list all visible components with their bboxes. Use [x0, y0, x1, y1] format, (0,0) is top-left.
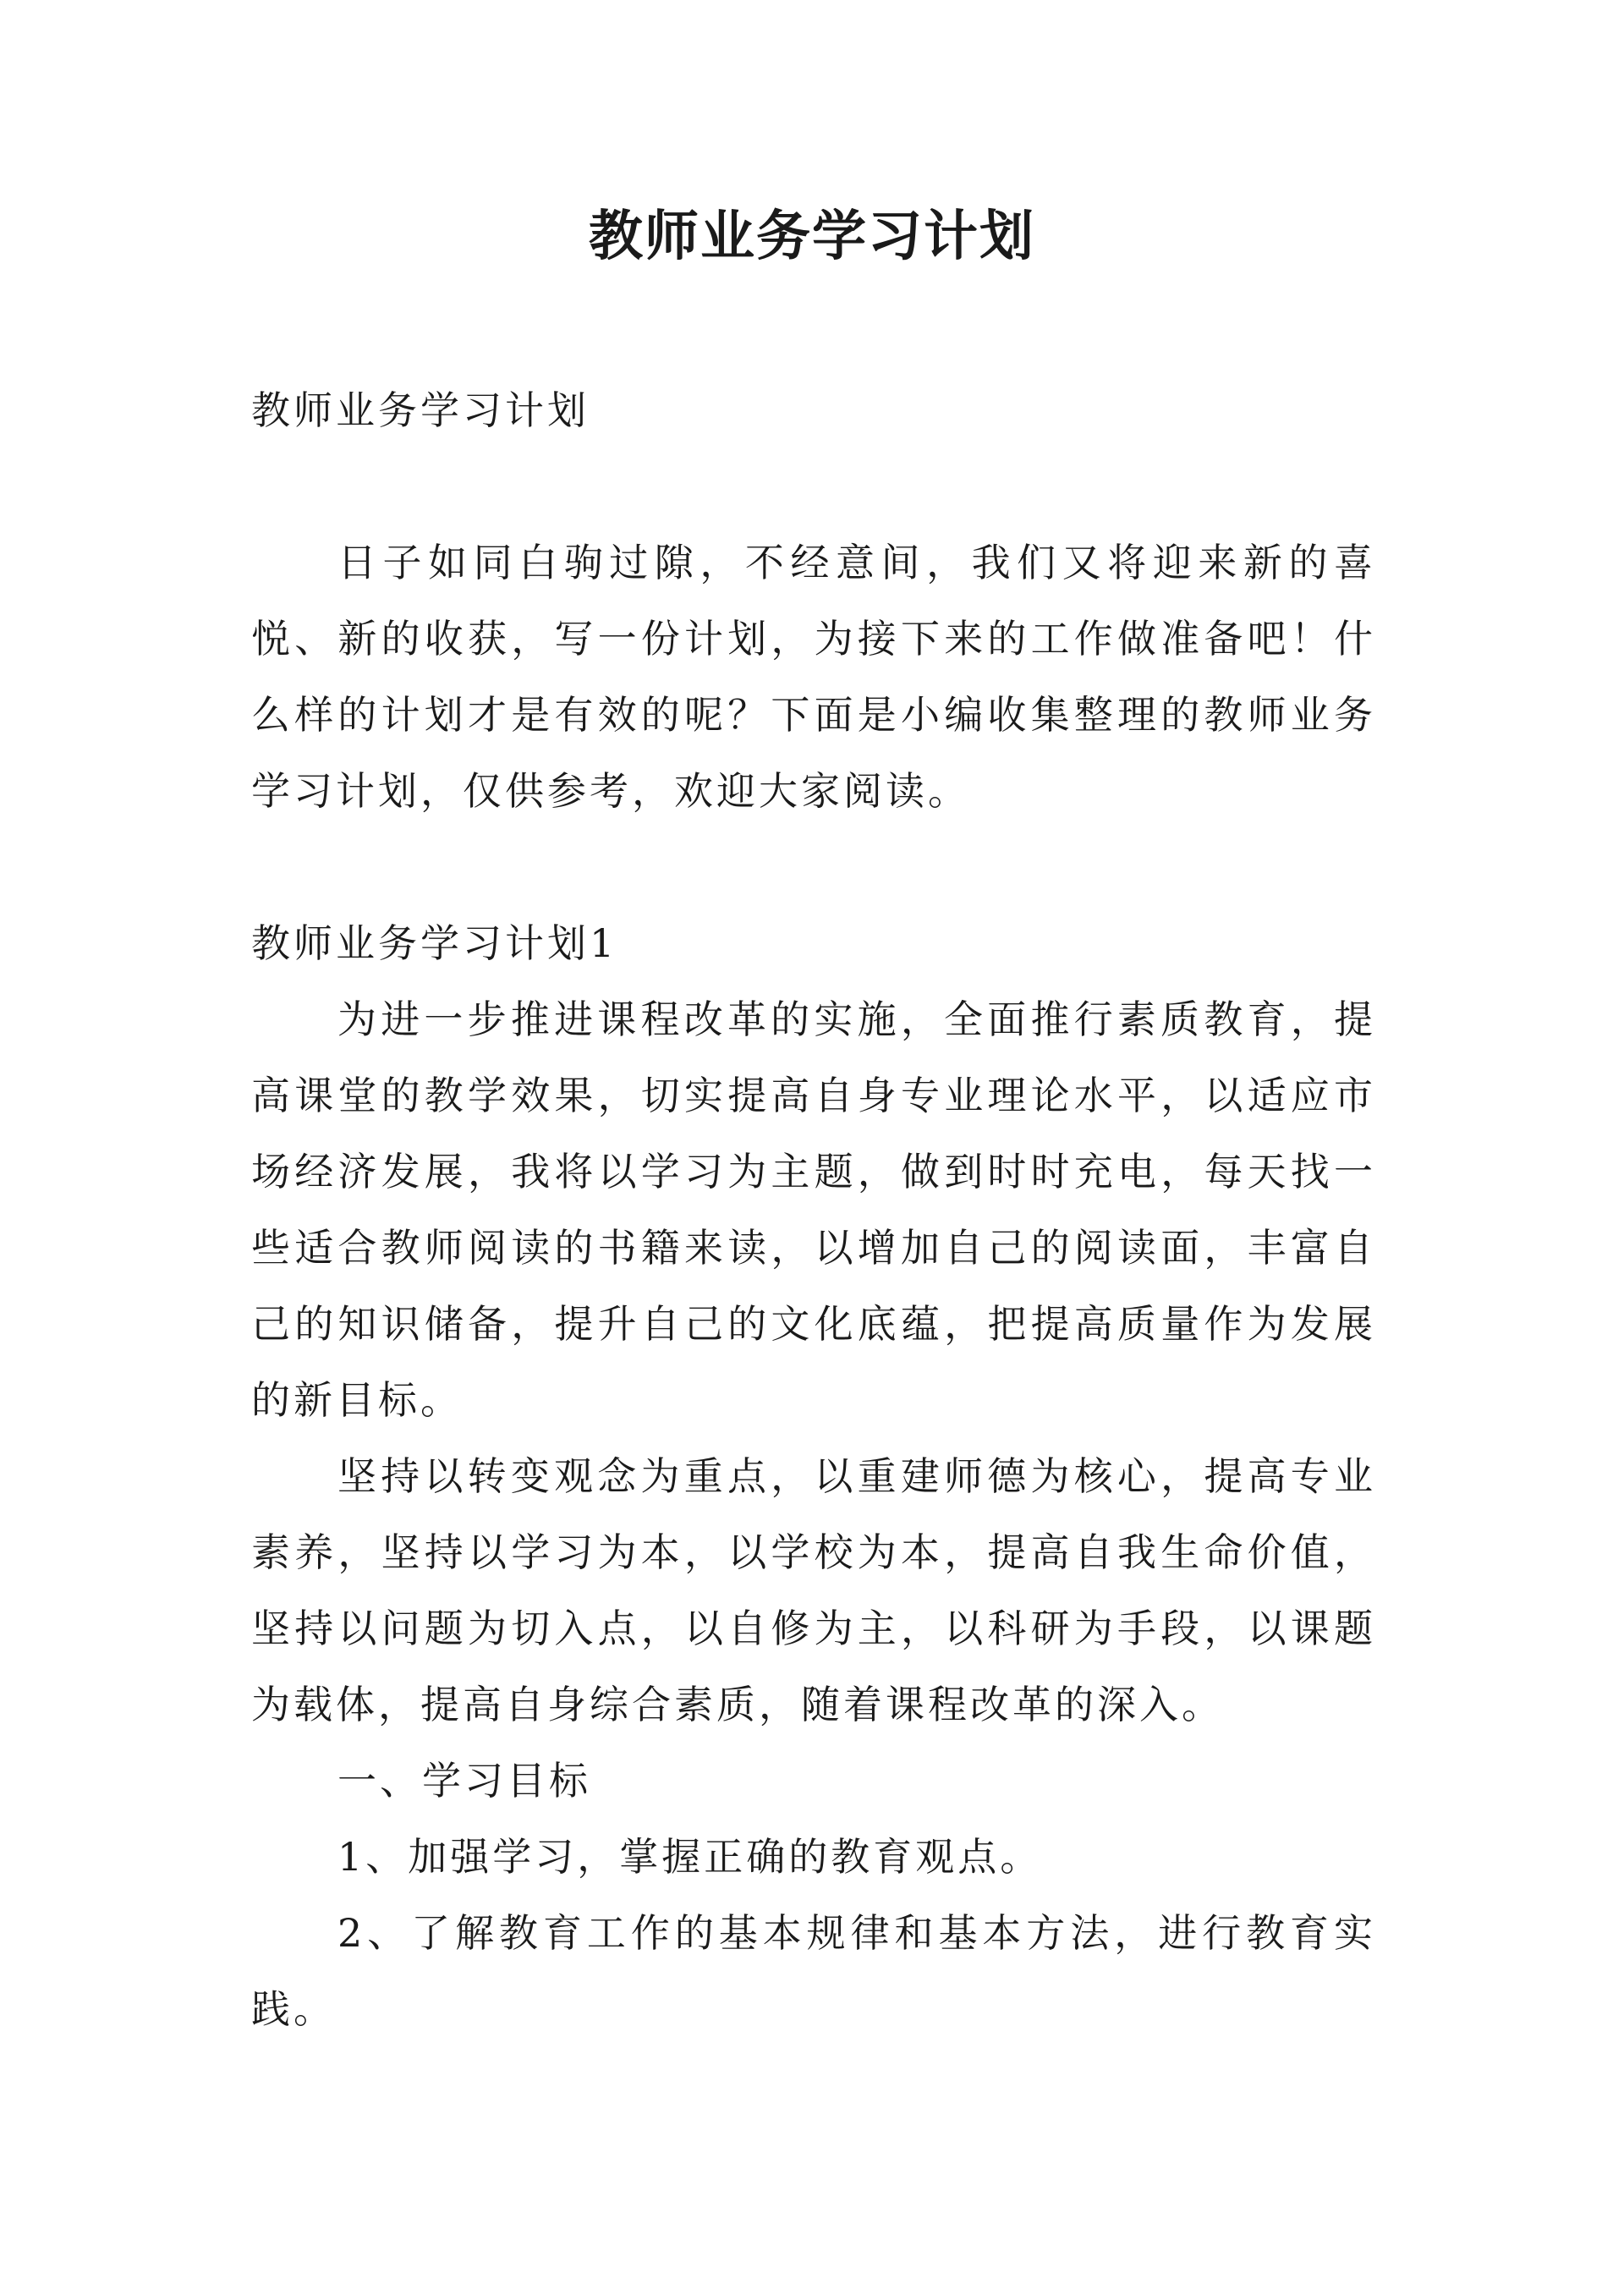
body-paragraph: 坚持以转变观念为重点，以重建师德为核心，提高专业素养，坚持以学习为本，以学校为本，提高自我生命价值，坚持以问题为切入点，以自修为主，以科研为手段，以课题为载体，提高自身综合素质，随着课程改革的深入。	[251, 1453, 1376, 1727]
subsection-heading: 一、学习目标	[337, 1758, 591, 1804]
body-paragraph: 为进一步推进课程改革的实施，全面推行素质教育，提高课堂的教学效果，切实提高自身专业理论水平，以适应市场经济发展，我将以学习为主题，做到时时充电，每天找一些适合教师阅读的书籍来读，以增加自己的阅读面，丰富自己的知识储备，提升自己的文化底蕴，把提高质量作为发展的新目标。	[251, 997, 1376, 1423]
intro-paragraph: 日子如同白驹过隙，不经意间，我们又将迎来新的喜悦、新的收获，写一份计划，为接下来的工作做准备吧！什么样的计划才是有效的呢？下面是小编收集整理的教师业务学习计划，仅供参考，欢迎大家阅读。	[251, 540, 1376, 814]
document-body	[251, 372, 1376, 2047]
list-item: 1、加强学习，掌握正确的教育观点。	[337, 1834, 1043, 1880]
document-title: 教师业务学习计划	[589, 206, 1035, 268]
document-subtitle: 教师业务学习计划	[251, 387, 590, 433]
list-item: 2、了解教育工作的基本规律和基本方法，进行教育实践。	[251, 1910, 1376, 2032]
section-heading: 教师业务学习计划1	[251, 920, 618, 966]
